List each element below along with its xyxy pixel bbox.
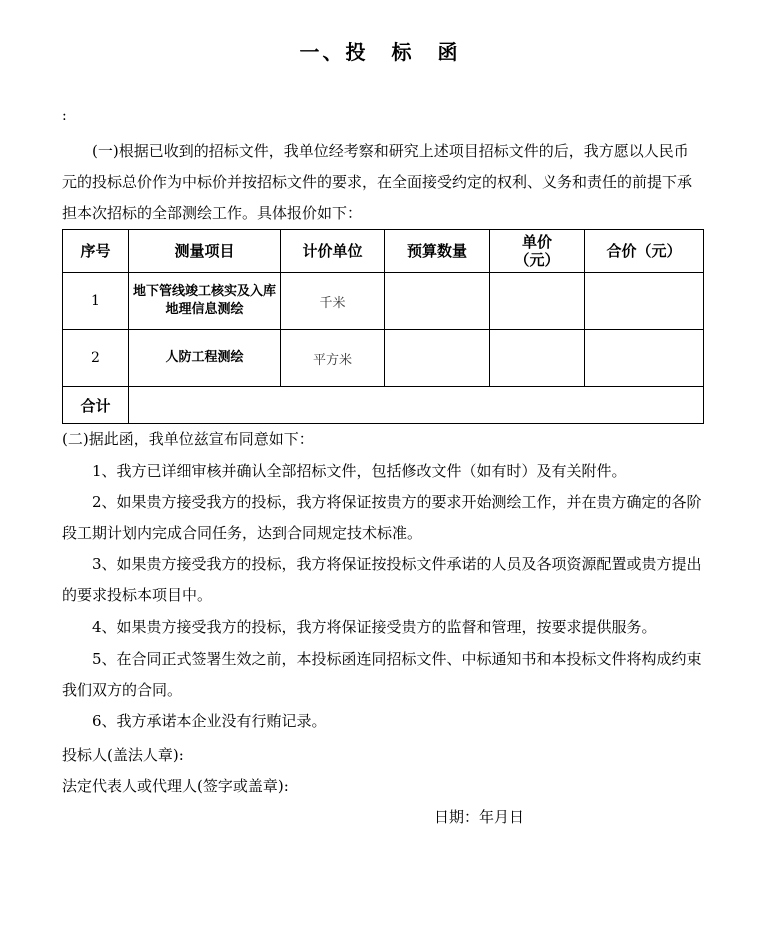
clause-3: 3、如果贵方接受我方的投标，我方将保证按投标文件承诺的人员及各项资源配置或贵方提出的要求投标本项目中。: [62, 555, 702, 604]
quote-table: [62, 229, 704, 424]
header-unit: 计价单位: [281, 230, 385, 273]
cell-unit: 平方米: [281, 330, 385, 387]
table-header-row: [63, 230, 704, 273]
cell-no: 1: [63, 273, 129, 330]
clause-4: 4、如果贵方接受我方的投标，我方将保证接受贵方的监督和管理，按要求提供服务。: [92, 618, 657, 636]
cell-qty: [385, 273, 490, 330]
cell-no: 2: [63, 330, 129, 387]
clause-1: 1、我方已详细审核并确认全部招标文件，包括修改文件（如有时）及有关附件。: [92, 462, 627, 480]
cell-item: 地下管线竣工核实及入库地理信息测绘: [129, 273, 281, 330]
clause-6: 6、我方承诺本企业没有行贿记录。: [92, 712, 327, 730]
header-qty: 预算数量: [385, 230, 490, 273]
bidder-seal-line: 投标人(盖法人章):: [62, 746, 184, 764]
table-row: [63, 330, 704, 387]
cell-price: [490, 330, 585, 387]
cell-qty: [385, 330, 490, 387]
header-price: 单价 （元）: [490, 230, 585, 273]
representative-sign-line: 法定代表人或代理人(签字或盖章):: [62, 777, 289, 795]
table-total-row: [63, 387, 704, 424]
cell-price: [490, 273, 585, 330]
cell-amount: [585, 273, 704, 330]
header-no: 序号: [63, 230, 129, 273]
document-title: 一、投 标 函: [299, 40, 461, 64]
addressee-colon: :: [62, 108, 67, 124]
table-row: [63, 273, 704, 330]
header-amount: 合价（元）: [585, 230, 704, 273]
cell-item: 人防工程测绘: [129, 330, 281, 387]
cell-amount: [585, 330, 704, 387]
cell-unit: 千米: [281, 273, 385, 330]
date-line: 日期：年月日: [434, 808, 525, 826]
clauses-heading: (二)据此函，我单位兹宣布同意如下：: [62, 430, 314, 448]
intro-paragraph: (一)根据已收到的招标文件，我单位经考察和研究上述项目招标文件的后，我方愿以人民币元的投标总价作为中标价并按招标文件的要求，在全面接受约定的权利、义务和责任的前提下承担本次招标的全部测绘工作。具体报价如下：: [62, 142, 693, 222]
total-value: [129, 387, 704, 424]
header-item: 测量项目: [129, 230, 281, 273]
clause-2: 2、如果贵方接受我方的投标，我方将保证按贵方的要求开始测绘工作，并在贵方确定的各阶段工期计划内完成合同任务，达到合同规定技术标准。: [62, 493, 702, 542]
total-label: 合计: [63, 387, 129, 424]
clause-5: 5、在合同正式签署生效之前，本投标函连同招标文件、中标通知书和本投标文件将构成约束我们双方的合同。: [62, 650, 702, 699]
